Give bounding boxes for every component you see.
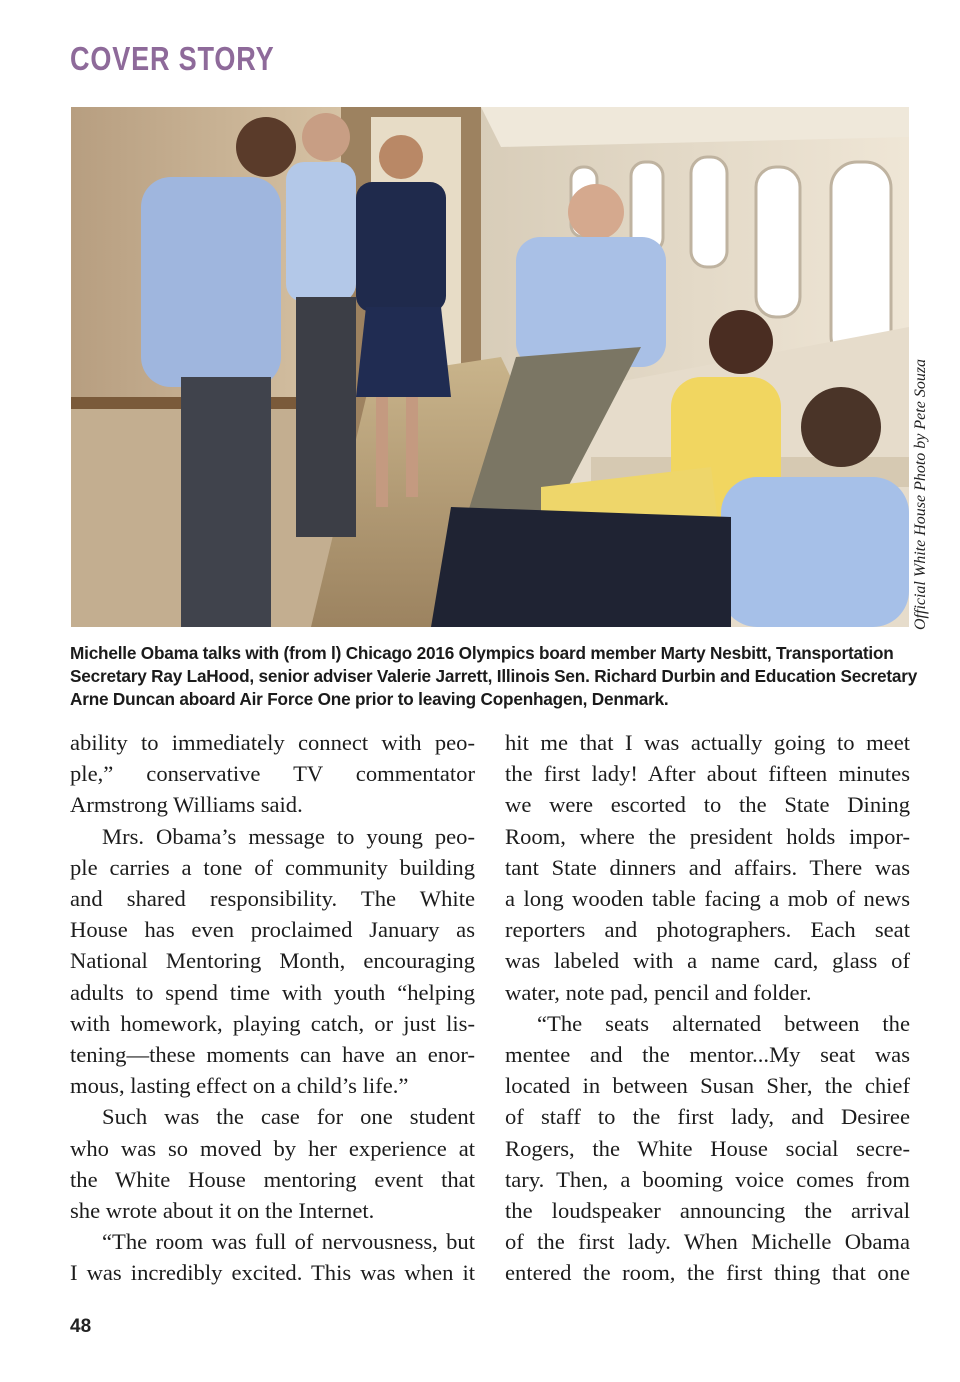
article-column-left [70, 727, 475, 1289]
text-line: we were escorted to the State Dining [505, 792, 910, 818]
text-line: mentee and the mentor...My seat was [505, 1042, 910, 1068]
text-line: the White House mentoring event that [70, 1166, 475, 1192]
text-line: I was incredibly excited. This was when it [70, 1260, 475, 1286]
text-line: ple carries a tone of community building [70, 854, 475, 880]
caption-line: Secretary Ray LaHood, senior adviser Valerie Jarrett, Illinois Sen. Richard Durbin and Education Secretary [70, 666, 918, 686]
text-line: located in between Susan Sher, the chief [505, 1073, 910, 1099]
text-line: “The room was full of nervousness, but [102, 1229, 475, 1255]
article-column-right [505, 727, 910, 1289]
text-line: tening—these moments can have an enor- [70, 1042, 475, 1068]
text-line: who was so moved by her experience at [70, 1135, 475, 1161]
text-line: mous, lasting effect on a child’s life.” [70, 1073, 409, 1099]
text-line: ple,” conservative TV commentator [70, 761, 475, 787]
text-line: Such was the case for one student [102, 1104, 475, 1130]
text-line: entered the room, the first thing that one [505, 1260, 910, 1286]
text-line: ability to immediately connect with peo- [70, 730, 475, 755]
airplane-cabin-photo [71, 107, 909, 627]
text-line: reporters and photographers. Each seat [505, 917, 910, 943]
text-line: a long wooden table facing a mob of news [505, 886, 910, 912]
page-number: 48 [70, 1316, 92, 1337]
text-line: with homework, playing catch, or just lis- [70, 1010, 475, 1036]
text-line: National Mentoring Month, encouraging [70, 948, 475, 974]
text-line: Mrs. Obama’s message to young peo- [102, 823, 475, 849]
text-line: Rogers, the White House social secre- [505, 1135, 910, 1161]
text-line: water, note pad, pencil and folder. [505, 979, 812, 1005]
text-line: was labeled with a name card, glass of [505, 948, 910, 974]
text-line: and shared responsibility. The White [70, 886, 475, 912]
photo-caption [70, 642, 918, 711]
text-line: House has even proclaimed January as [70, 917, 475, 943]
text-line: she wrote about it on the Internet. [70, 1198, 375, 1224]
section-label: COVER STORY [70, 40, 275, 77]
text-line: Armstrong Williams said. [70, 792, 303, 818]
text-line: adults to spend time with youth “helping [70, 979, 475, 1005]
text-line: tary. Then, a booming voice comes from [505, 1166, 910, 1192]
text-line: Room, where the president holds impor- [505, 823, 910, 849]
text-line: “The seats alternated between the [537, 1010, 910, 1036]
caption-line: Arne Duncan aboard Air Force One prior to leaving Copenhagen, Denmark. [70, 689, 669, 709]
text-line: the first lady! After about fifteen minutes [505, 761, 910, 787]
text-line: hit me that I was actually going to meet [505, 730, 910, 755]
photo-credit: Official White House Photo by Pete Souza [912, 358, 929, 630]
text-line: the loudspeaker announcing the arrival [505, 1198, 910, 1224]
text-line: of the first lady. When Michelle Obama [505, 1229, 910, 1255]
text-line: of staff to the first lady, and Desiree [505, 1104, 910, 1130]
text-line: tant State dinners and affairs. There was [505, 854, 910, 880]
caption-line: Michelle Obama talks with (from l) Chicago 2016 Olympics board member Marty Nesbitt, Transportation [70, 643, 894, 663]
